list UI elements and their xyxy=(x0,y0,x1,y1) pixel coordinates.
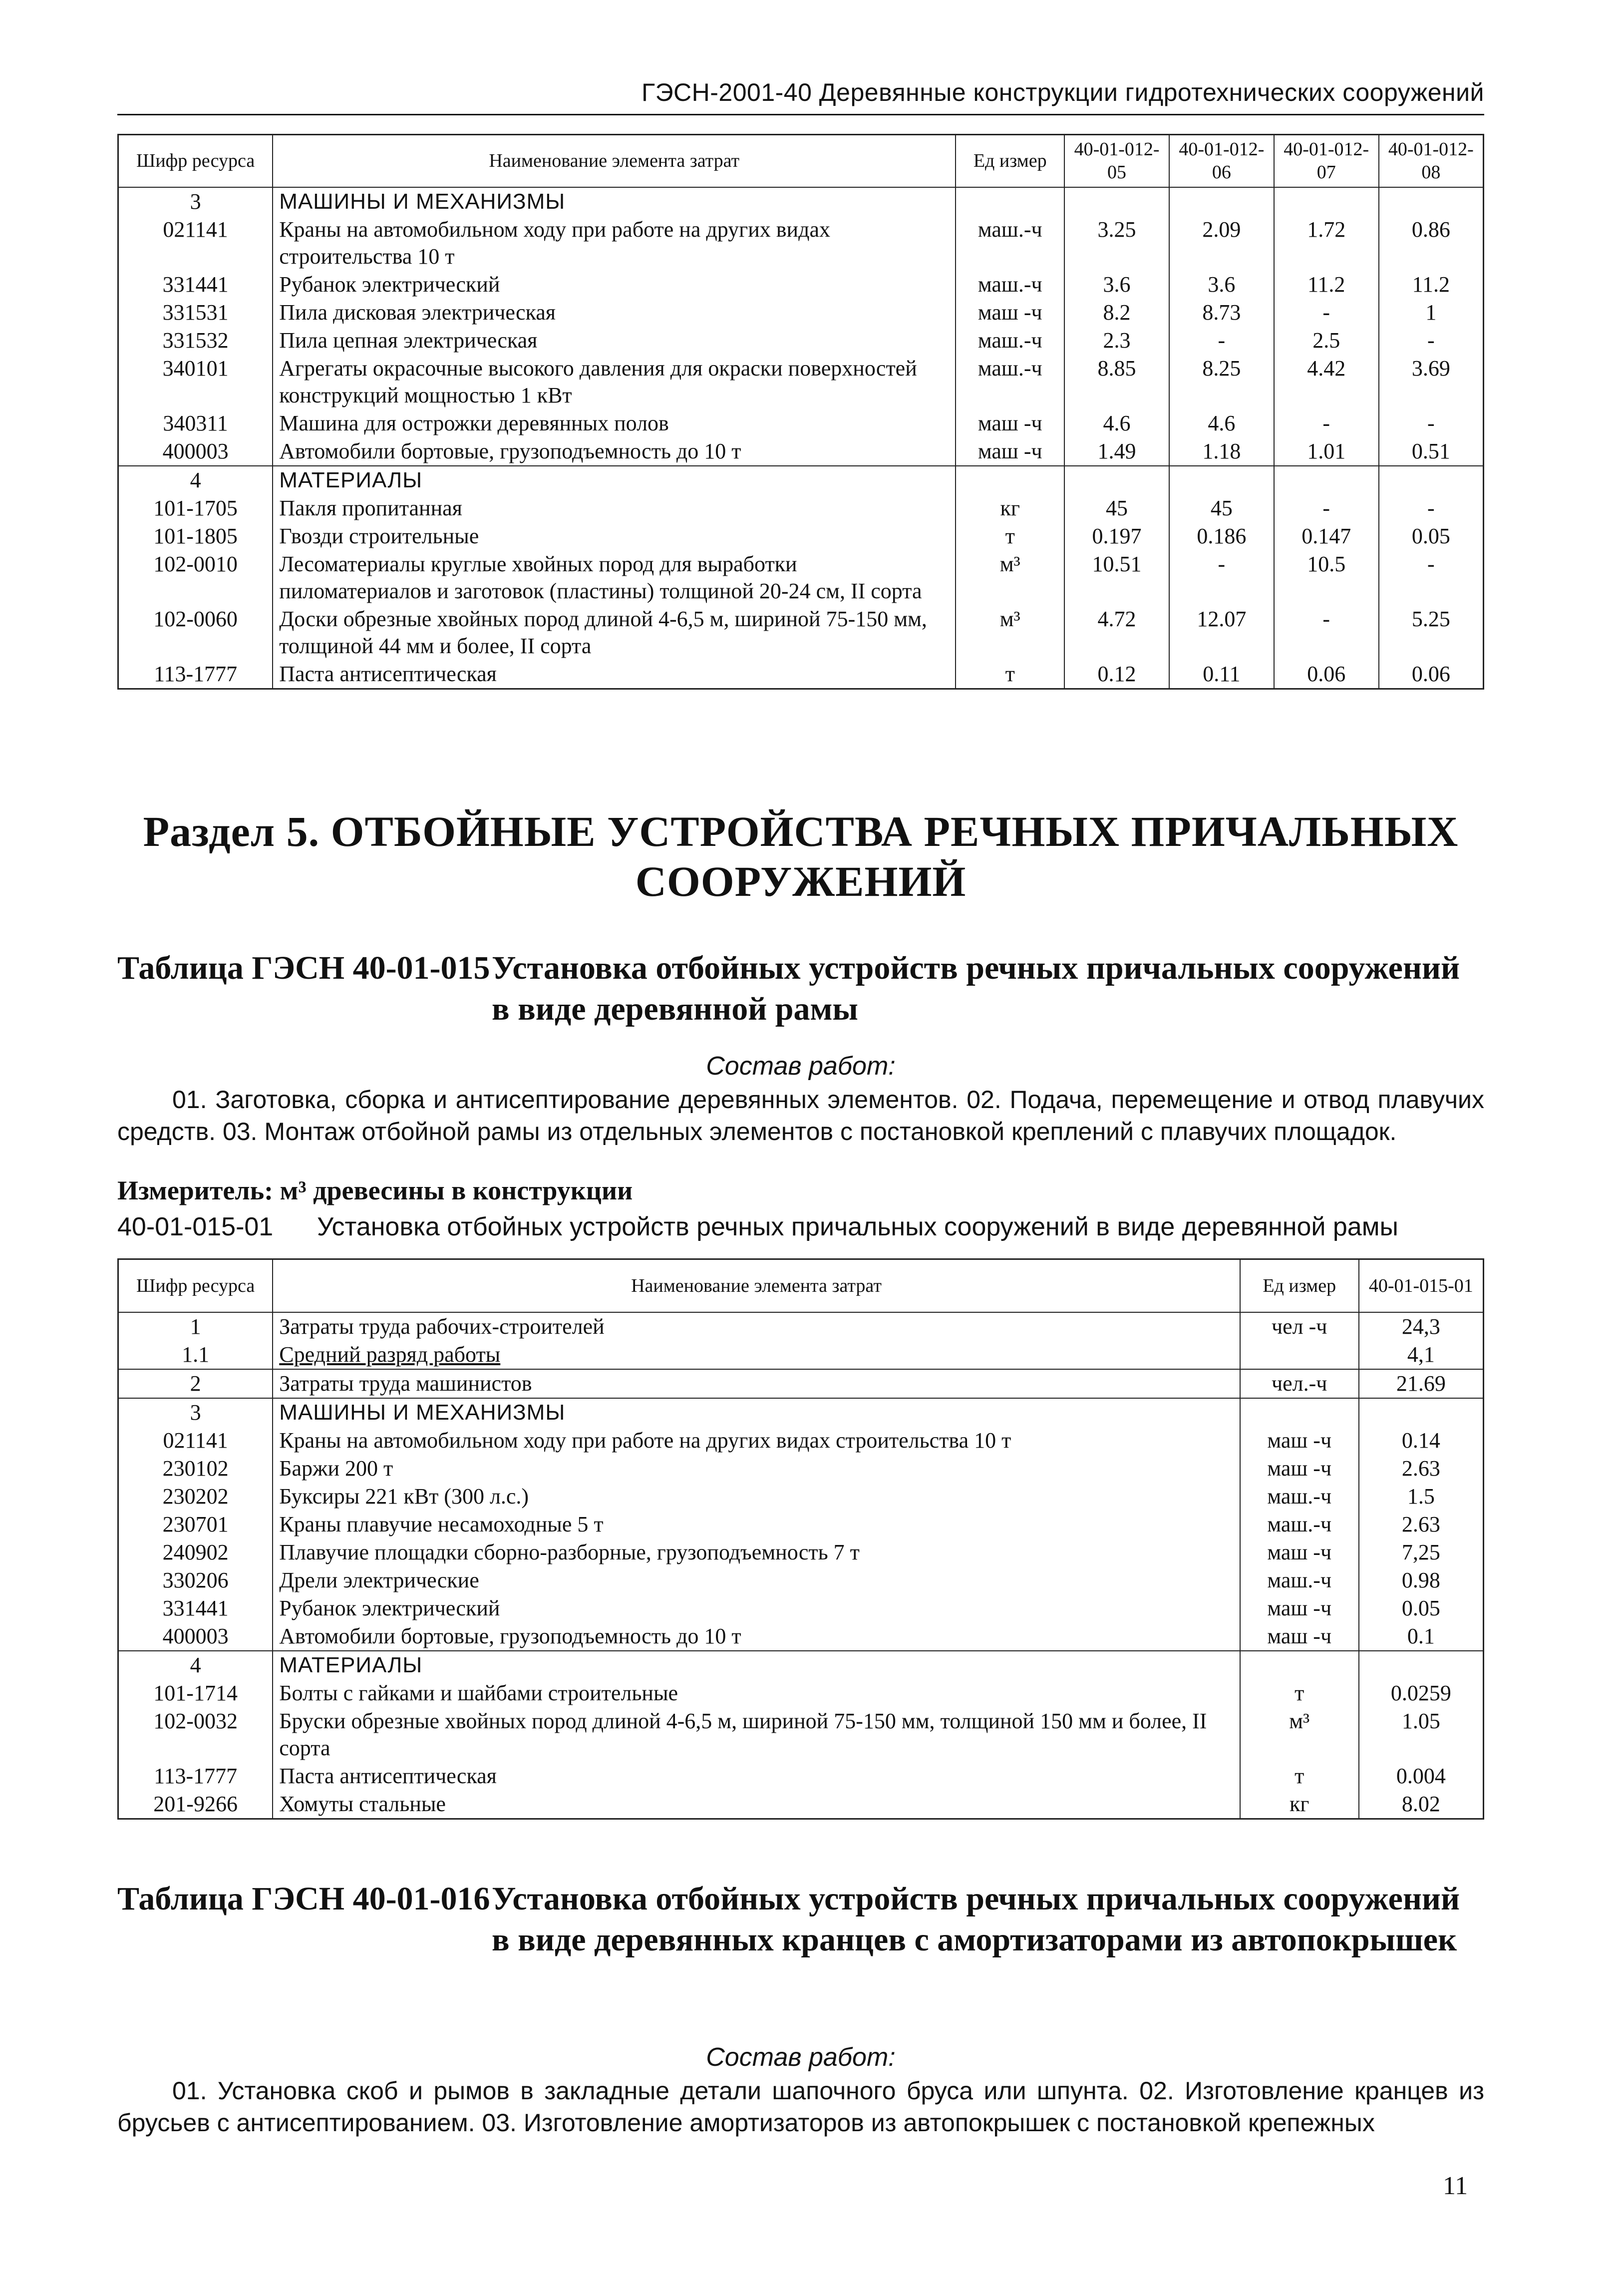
resource-code: 331441 xyxy=(118,1594,273,1622)
meter-value: м³ древесины в конструкции xyxy=(280,1175,633,1205)
table-row xyxy=(118,216,1484,271)
resource-name-text: Плавучие площадки сборно-разборные, грузоподъемность 7 т xyxy=(279,1539,860,1564)
table-title xyxy=(0,1879,1624,2003)
resource-value: 11.2 xyxy=(1379,271,1484,299)
resource-name xyxy=(273,1455,1240,1483)
empty-cell xyxy=(1064,466,1169,494)
resource-code: 113-1777 xyxy=(118,660,273,689)
resource-name: Рубанок электрический xyxy=(273,271,956,299)
resource-value: 7,25 xyxy=(1359,1538,1484,1566)
resource-code: 021141 xyxy=(118,1427,273,1455)
section-number: 4 xyxy=(118,1651,273,1679)
resource-name-text: Баржи 200 т xyxy=(279,1456,393,1481)
table-row xyxy=(118,1679,1484,1707)
meter-label: Измеритель: xyxy=(117,1175,274,1205)
resource-value: 8.2 xyxy=(1064,299,1169,327)
resource-value: - xyxy=(1169,550,1274,605)
section-number: 4 xyxy=(118,466,273,494)
empty-cell xyxy=(1064,187,1169,216)
empty-cell xyxy=(1379,187,1484,216)
resource-value: 8.25 xyxy=(1169,355,1274,409)
resource-name-text: Затраты труда рабочих-строителей xyxy=(279,1314,605,1339)
column-header-code: Шифр ресурса xyxy=(118,1259,273,1312)
table-row xyxy=(118,1427,1484,1455)
resource-unit: маш.-ч xyxy=(1240,1566,1359,1594)
running-header: ГЭСН-2001-40 Деревянные конструкции гидротехнических сооружений xyxy=(117,75,1484,115)
table-title-label: Таблица ГЭСН 40-01-015 xyxy=(117,950,490,986)
resource-name-text: Рубанок электрический xyxy=(279,1595,500,1620)
resource-name: Паста антисептическая xyxy=(273,660,956,689)
resource-value: 3.6 xyxy=(1169,271,1274,299)
resource-value: 0.147 xyxy=(1274,522,1379,550)
resource-name-text: Дрели электрические xyxy=(279,1567,479,1592)
resource-name-text: Буксиры 221 кВт (300 л.с.) xyxy=(279,1484,529,1509)
section-row xyxy=(118,466,1484,494)
resource-value: 2.5 xyxy=(1274,327,1379,355)
resource-value: 0.14 xyxy=(1359,1427,1484,1455)
resource-table-continued xyxy=(117,134,1484,690)
section-row xyxy=(118,1651,1484,1679)
resource-name: Агрегаты окрасочные высокого давления для окраски поверхностей конструкций мощностью 1 кВт xyxy=(273,355,956,409)
empty-cell xyxy=(1274,466,1379,494)
resource-value: 11.2 xyxy=(1274,271,1379,299)
column-header-name: Наименование элемента затрат xyxy=(273,135,956,187)
resource-value: 8.85 xyxy=(1064,355,1169,409)
table-title-text: Установка отбойных устройств речных причальных сооружений в виде деревянных кранцев с амортизаторами из автопокрышек xyxy=(492,1881,1460,1958)
resource-unit: маш -ч xyxy=(1240,1538,1359,1566)
table-row xyxy=(118,299,1484,327)
resource-value: 0.12 xyxy=(1064,660,1169,689)
table-row xyxy=(118,1707,1484,1762)
resource-code: 340101 xyxy=(118,355,273,409)
resource-code: 102-0060 xyxy=(118,605,273,660)
resource-value: 2.63 xyxy=(1359,1511,1484,1538)
resource-value: 10.5 xyxy=(1274,550,1379,605)
resource-code: 400003 xyxy=(118,1622,273,1651)
table-row xyxy=(118,1790,1484,1819)
resource-unit: кг xyxy=(956,494,1064,522)
table-row xyxy=(118,1566,1484,1594)
table-row xyxy=(118,605,1484,660)
resource-code: 102-0010 xyxy=(118,550,273,605)
resource-value: 0.11 xyxy=(1169,660,1274,689)
resource-value: 0.98 xyxy=(1359,1566,1484,1594)
resource-value: 1.01 xyxy=(1274,437,1379,466)
empty-cell xyxy=(956,466,1064,494)
table-row xyxy=(118,1622,1484,1651)
resource-unit: маш -ч xyxy=(956,299,1064,327)
empty-cell xyxy=(1240,1651,1359,1679)
empty-cell xyxy=(1359,1398,1484,1427)
section-row xyxy=(118,1398,1484,1427)
resource-unit: чел.-ч xyxy=(1240,1369,1359,1398)
resource-name: Лесоматериалы круглые хвойных пород для выработки пиломатериалов и заготовок (пластины) толщиной 20-24 см, II сорта xyxy=(273,550,956,605)
table-row xyxy=(118,1594,1484,1622)
resource-value: 3.6 xyxy=(1064,271,1169,299)
resource-value: 0.004 xyxy=(1359,1762,1484,1790)
table-title-text: Установка отбойных устройств речных причальных сооружений в виде деревянной рамы xyxy=(492,950,1460,1027)
resource-value: - xyxy=(1379,327,1484,355)
resource-name xyxy=(273,1312,1240,1341)
resource-code: 340311 xyxy=(118,409,273,437)
resource-value: 2.09 xyxy=(1169,216,1274,271)
resource-value: 0.05 xyxy=(1359,1594,1484,1622)
resource-value: 2.3 xyxy=(1064,327,1169,355)
resource-value: 5.25 xyxy=(1379,605,1484,660)
resource-code: 102-0032 xyxy=(118,1707,273,1762)
section-heading: МАШИНЫ И МЕХАНИЗМЫ xyxy=(273,187,956,216)
resource-value: 24,3 xyxy=(1359,1312,1484,1341)
table-row xyxy=(118,1538,1484,1566)
resource-name xyxy=(273,1622,1240,1651)
section-heading: МАТЕРИАЛЫ xyxy=(273,466,956,494)
column-header-name: Наименование элемента затрат xyxy=(273,1259,1240,1312)
resource-value: 8.02 xyxy=(1359,1790,1484,1819)
resource-unit: м³ xyxy=(1240,1707,1359,1762)
resource-unit: т xyxy=(956,660,1064,689)
column-header-norm: 40-01-012-08 xyxy=(1379,135,1484,187)
column-header-norm: 40-01-012-06 xyxy=(1169,135,1274,187)
resource-value: 0.05 xyxy=(1379,522,1484,550)
resource-name xyxy=(273,1511,1240,1538)
table-title xyxy=(0,948,1624,1033)
norm-code: 40-01-015-01 xyxy=(117,1212,274,1241)
resource-value: 4.6 xyxy=(1169,409,1274,437)
resource-name-text: Бруски обрезные хвойных пород длиной 4-6,5 м, шириной 75-150 мм, толщиной 150 мм и более, II сорта xyxy=(279,1708,1207,1760)
resource-value: 4.42 xyxy=(1274,355,1379,409)
resource-name: Пила цепная электрическая xyxy=(273,327,956,355)
table-row xyxy=(118,327,1484,355)
resource-code: 201-9266 xyxy=(118,1790,273,1819)
resource-value: 2.63 xyxy=(1359,1455,1484,1483)
resource-code: 331531 xyxy=(118,299,273,327)
resource-value: 12.07 xyxy=(1169,605,1274,660)
resource-name xyxy=(273,1538,1240,1566)
resource-code: 331532 xyxy=(118,327,273,355)
resource-unit: маш -ч xyxy=(956,409,1064,437)
resource-unit: маш -ч xyxy=(1240,1594,1359,1622)
resource-value: 45 xyxy=(1064,494,1169,522)
resource-name xyxy=(273,1707,1240,1762)
column-header-norm: 40-01-012-07 xyxy=(1274,135,1379,187)
resource-unit: маш.-ч xyxy=(956,271,1064,299)
resource-name: Гвозди строительные xyxy=(273,522,956,550)
resource-code: 101-1805 xyxy=(118,522,273,550)
table-row xyxy=(118,1369,1484,1398)
table-row xyxy=(118,1312,1484,1341)
norm-description: Установка отбойных устройств речных причальных сооружений в виде деревянной рамы xyxy=(317,1212,1398,1241)
resource-value: 21.69 xyxy=(1359,1369,1484,1398)
table-row xyxy=(118,550,1484,605)
empty-cell xyxy=(1169,466,1274,494)
resource-value: 3.25 xyxy=(1064,216,1169,271)
empty-cell xyxy=(956,187,1064,216)
resource-unit: маш.-ч xyxy=(1240,1483,1359,1511)
resource-value: 0.197 xyxy=(1064,522,1169,550)
resource-name: Доски обрезные хвойных пород длиной 4-6,5 м, шириной 75-150 мм, толщиной 44 мм и более, II сорта xyxy=(273,605,956,660)
resource-unit: маш.-ч xyxy=(956,216,1064,271)
resource-code: 101-1705 xyxy=(118,494,273,522)
resource-value: 0.06 xyxy=(1379,660,1484,689)
empty-cell xyxy=(1274,187,1379,216)
resource-value: 1.72 xyxy=(1274,216,1379,271)
composition-text: 01. Установка скоб и рымов в закладные детали шапочного бруса или шпунта. 02. Изготовление кранцев из брусьев с антисептированием. 03. Изготовление амортизаторов из автопокрышек с постановкой крепежных xyxy=(117,2077,1484,2137)
resource-code: 230701 xyxy=(118,1511,273,1538)
resource-unit: маш -ч xyxy=(1240,1455,1359,1483)
resource-code: 230202 xyxy=(118,1483,273,1511)
table-row xyxy=(118,437,1484,466)
resource-code: 1.1 xyxy=(118,1341,273,1369)
resource-code: 101-1714 xyxy=(118,1679,273,1707)
resource-name: Пакля пропитанная xyxy=(273,494,956,522)
resource-name xyxy=(273,1594,1240,1622)
resource-unit xyxy=(1240,1341,1359,1369)
resource-unit: маш -ч xyxy=(956,437,1064,466)
resource-unit: м³ xyxy=(956,550,1064,605)
resource-name: Краны на автомобильном ходу при работе на других видах строительства 10 т xyxy=(273,216,956,271)
resource-name-text: Паста антисептическая xyxy=(279,1763,497,1788)
table-row xyxy=(118,409,1484,437)
resource-value: - xyxy=(1379,494,1484,522)
resource-name-text: Болты с гайками и шайбами строительные xyxy=(279,1680,678,1705)
resource-unit: т xyxy=(1240,1762,1359,1790)
table-row xyxy=(118,522,1484,550)
resource-name: Автомобили бортовые, грузоподъемность до 10 т xyxy=(273,437,956,466)
resource-value: 0.06 xyxy=(1274,660,1379,689)
resource-code: 2 xyxy=(118,1369,273,1398)
resource-name-text: Затраты труда машинистов xyxy=(279,1371,532,1396)
column-header-norm: 40-01-012-05 xyxy=(1064,135,1169,187)
resource-name-text: Хомуты стальные xyxy=(279,1791,446,1816)
table-row xyxy=(118,1511,1484,1538)
resource-value: 0.186 xyxy=(1169,522,1274,550)
page-number: 11 xyxy=(1443,2172,1468,2200)
resource-unit: маш -ч xyxy=(1240,1622,1359,1651)
resource-value: 0.1 xyxy=(1359,1622,1484,1651)
resource-value: - xyxy=(1274,494,1379,522)
resource-unit: маш -ч xyxy=(1240,1427,1359,1455)
section-title: Раздел 5. ОТБОЙНЫЕ УСТРОЙСТВА РЕЧНЫХ ПРИЧАЛЬНЫХ СООРУЖЕНИЙ xyxy=(143,807,1459,905)
table-row xyxy=(118,271,1484,299)
table-row xyxy=(118,660,1484,689)
table-row xyxy=(118,1762,1484,1790)
resource-value: 4,1 xyxy=(1359,1341,1484,1369)
resource-value: - xyxy=(1379,550,1484,605)
resource-code: 400003 xyxy=(118,437,273,466)
section-number: 3 xyxy=(118,1398,273,1427)
resource-value: 0.51 xyxy=(1379,437,1484,466)
resource-name-text: Краны плавучие несамоходные 5 т xyxy=(279,1512,604,1536)
composition-label: Состав работ: xyxy=(706,1052,896,1081)
empty-cell xyxy=(1359,1651,1484,1679)
resource-unit: т xyxy=(956,522,1064,550)
resource-value: 0.0259 xyxy=(1359,1679,1484,1707)
resource-name-text: Средний разряд работы xyxy=(279,1342,501,1367)
section-number: 3 xyxy=(118,187,273,216)
table-row xyxy=(118,355,1484,409)
resource-table xyxy=(117,1258,1484,1820)
norm-code-line xyxy=(117,1212,1484,1242)
resource-name: Машина для острожки деревянных полов xyxy=(273,409,956,437)
column-header-norm: 40-01-015-01 xyxy=(1359,1259,1484,1312)
resource-unit: м³ xyxy=(956,605,1064,660)
resource-value: 4.6 xyxy=(1064,409,1169,437)
resource-value: - xyxy=(1274,409,1379,437)
table-row xyxy=(118,494,1484,522)
table-title-label: Таблица ГЭСН 40-01-016 xyxy=(117,1881,490,1917)
resource-name xyxy=(273,1427,1240,1455)
section-heading: МАШИНЫ И МЕХАНИЗМЫ xyxy=(273,1398,1240,1427)
resource-value: 1 xyxy=(1379,299,1484,327)
resource-code: 113-1777 xyxy=(118,1762,273,1790)
resource-name xyxy=(273,1762,1240,1790)
resource-name xyxy=(273,1790,1240,1819)
resource-unit: кг xyxy=(1240,1790,1359,1819)
resource-value: 1.18 xyxy=(1169,437,1274,466)
resource-value: - xyxy=(1274,605,1379,660)
resource-code: 240902 xyxy=(118,1538,273,1566)
resource-name xyxy=(273,1369,1240,1398)
table-row xyxy=(118,1455,1484,1483)
resource-value: 10.51 xyxy=(1064,550,1169,605)
table-row xyxy=(118,1341,1484,1369)
resource-value: 1.05 xyxy=(1359,1707,1484,1762)
table-row xyxy=(118,1483,1484,1511)
column-header-code: Шифр ресурса xyxy=(118,135,273,187)
resource-value: 1.5 xyxy=(1359,1483,1484,1511)
resource-unit: т xyxy=(1240,1679,1359,1707)
resource-name xyxy=(273,1566,1240,1594)
resource-value: - xyxy=(1379,409,1484,437)
resource-code: 021141 xyxy=(118,216,273,271)
section-heading: МАТЕРИАЛЫ xyxy=(273,1651,1240,1679)
column-header-unit: Ед измер xyxy=(956,135,1064,187)
resource-value: 4.72 xyxy=(1064,605,1169,660)
composition-label: Состав работ: xyxy=(706,2043,896,2072)
empty-cell xyxy=(1240,1398,1359,1427)
resource-value: 8.73 xyxy=(1169,299,1274,327)
resource-name-text: Краны на автомобильном ходу при работе на других видах строительства 10 т xyxy=(279,1428,1011,1453)
resource-code: 230102 xyxy=(118,1455,273,1483)
composition-text: 01. Заготовка, сборка и антисептирование деревянных элементов. 02. Подача, перемещение и отвод плавучих средств. 03. Монтаж отбойной рамы из отдельных элементов с постановкой креплений с плавучих площадок. xyxy=(117,1086,1484,1145)
resource-code: 331441 xyxy=(118,271,273,299)
resource-value: - xyxy=(1169,327,1274,355)
resource-unit: маш.-ч xyxy=(1240,1511,1359,1538)
section-row xyxy=(118,187,1484,216)
resource-value: 45 xyxy=(1169,494,1274,522)
resource-value: 0.86 xyxy=(1379,216,1484,271)
resource-code: 330206 xyxy=(118,1566,273,1594)
resource-unit: чел -ч xyxy=(1240,1312,1359,1341)
resource-value: 3.69 xyxy=(1379,355,1484,409)
resource-name-text: Автомобили бортовые, грузоподъемность до 10 т xyxy=(279,1623,741,1648)
resource-name xyxy=(273,1679,1240,1707)
resource-name xyxy=(273,1341,1240,1369)
resource-unit: маш.-ч xyxy=(956,327,1064,355)
resource-unit: маш.-ч xyxy=(956,355,1064,409)
resource-value: - xyxy=(1274,299,1379,327)
resource-name xyxy=(273,1483,1240,1511)
measurement-unit xyxy=(117,1175,633,1206)
column-header-unit: Ед измер xyxy=(1240,1259,1359,1312)
resource-code: 1 xyxy=(118,1312,273,1341)
resource-value: 1.49 xyxy=(1064,437,1169,466)
empty-cell xyxy=(1379,466,1484,494)
resource-name: Пила дисковая электрическая xyxy=(273,299,956,327)
empty-cell xyxy=(1169,187,1274,216)
